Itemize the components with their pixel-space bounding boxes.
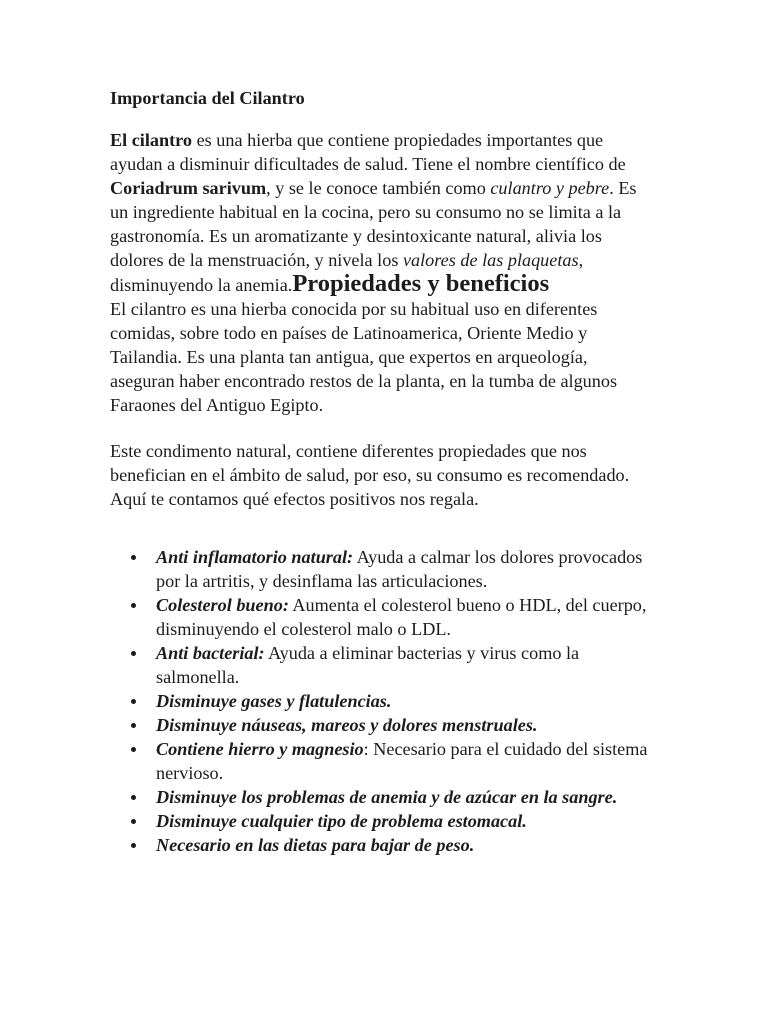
bullet-icon — [131, 747, 136, 752]
intro-text-4: , disminuyendo la anemia. — [110, 250, 584, 295]
list-item — [110, 593, 650, 641]
bullet-icon — [131, 651, 136, 656]
benefit-text: : Necesario para el cuidado del sistema nervioso. — [156, 739, 648, 783]
intro-italic-aka: culantro y pebre — [490, 178, 610, 198]
benefits-intro-paragraph: Este condimento natural, contiene diferentes propiedades que nos benefician en el ámbito de salud, por eso, su consumo es recomendado. Aquí te contamos qué efectos positivos nos regala. — [110, 441, 630, 509]
list-item — [110, 785, 650, 809]
benefit-label: Contiene hierro y magnesio — [156, 739, 364, 759]
benefit-label: Disminuye cualquier tipo de problema estomacal. — [156, 811, 527, 831]
intro-text-3: . Es un ingrediente habitual en la cocina, pero su consumo no se limita a la gastronomía. Es un aromatizante y desintoxicante natural, alivia los dolores de la menstruación, y nivela los — [110, 178, 637, 270]
benefit-label: Disminuye gases y flatulencias. — [156, 691, 392, 711]
benefit-text: Ayuda a eliminar bacterias y virus como la salmonella. — [156, 643, 580, 687]
benefit-text: Aumenta el colesterol bueno o HDL, del cuerpo, disminuyendo el colesterol malo o LDL. — [156, 595, 647, 639]
benefit-label: Disminuye náuseas, mareos y dolores menstruales. — [156, 715, 538, 735]
list-item — [110, 737, 650, 785]
list-item — [110, 833, 650, 857]
benefits-list — [110, 545, 650, 857]
benefit-text: Ayuda a calmar los dolores provocados por la artritis, y desinflama las articulaciones. — [156, 547, 643, 591]
list-item — [110, 809, 650, 833]
document-page — [110, 86, 650, 857]
intro-text-2: , y se le conoce también como — [266, 178, 491, 198]
bullet-icon — [131, 819, 136, 824]
bullet-icon — [131, 723, 136, 728]
list-item — [110, 641, 650, 689]
bullet-icon — [131, 603, 136, 608]
section-heading: Propiedades y beneficios — [292, 270, 550, 297]
benefit-label: Necesario en las dietas para bajar de peso. — [156, 835, 475, 855]
intro-italic-plaquetas: valores de las plaquetas — [402, 250, 579, 270]
benefit-label: Anti inflamatorio natural: — [156, 547, 354, 567]
list-item — [110, 689, 650, 713]
intro-bold-scientific-name: Coriadrum sarivum — [110, 178, 267, 198]
intro-text-1: es una hierba que contiene propiedades importantes que ayudan a disminuir dificultades de salud. Tiene el nombre científico de — [110, 130, 626, 174]
list-item — [110, 545, 650, 593]
bullet-icon — [131, 555, 136, 560]
benefit-label: Colesterol bueno: — [156, 595, 289, 615]
benefit-label: Anti bacterial: — [156, 643, 265, 663]
benefit-label: Disminuye los problemas de anemia y de azúcar en la sangre. — [156, 787, 618, 807]
intro-bold-cilantro: El cilantro — [110, 130, 193, 150]
bullet-icon — [131, 699, 136, 704]
bullet-icon — [131, 795, 136, 800]
list-item — [110, 713, 650, 737]
history-paragraph: El cilantro es una hierba conocida por su habitual uso en diferentes comidas, sobre todo en países de Latinoamerica, Oriente Medio y Tailandia. Es una planta tan antigua, que expertos en arqueología, aseguran haber encontrado restos de la planta, en la tumba de algunos Faraones del Antiguo Egipto. — [110, 299, 618, 415]
intro-paragraph — [110, 128, 650, 297]
document-title: Importancia del Cilantro — [110, 88, 305, 108]
bullet-icon — [131, 843, 136, 848]
